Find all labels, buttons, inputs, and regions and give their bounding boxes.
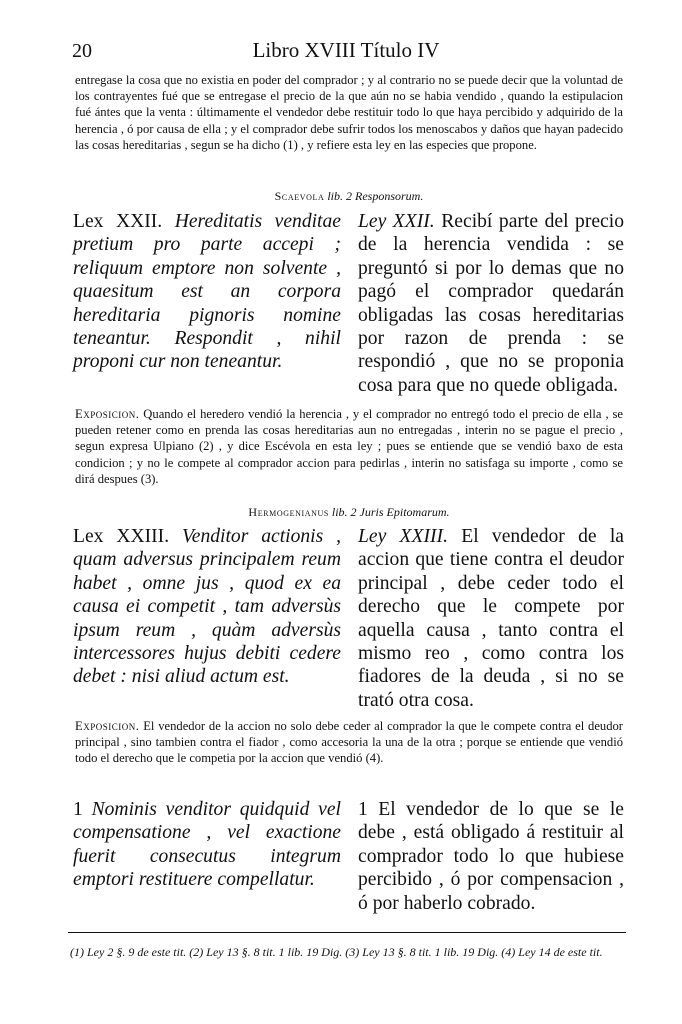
latin-law-text: Venditor actionis , quam adversus principalem reum habet , omne jus , quod ex ea causa ei competit , tam adversùs ipsum reum , quàm adversùs intercessores hujus debiti cedere debet : nisi aliud actum est. — [73, 526, 341, 688]
spanish-text-ley-22 — [358, 210, 624, 397]
source-reference: lib. 2 Responsorum. — [327, 189, 424, 203]
source-reference: lib. 2 Juris Epitomarum. — [331, 505, 450, 519]
source-citation-lex-23 — [75, 505, 623, 520]
page-number: 20 — [72, 40, 92, 62]
paragraph-number: 1 — [358, 799, 368, 820]
exposition-text: Quando el heredero vendió la herencia , y el comprador no entregó todo el precio de ella , se pueden retener como en prenda las cosas hereditarias aun no entregadas , interin no se pague el precio , segun expresa Ulpiano (2) , y dice Escévola en esta ley ; pues se entiende que se vendió baxo de esta condicion ; y no le compete al comprador accion para pedirlas , interin no satisfaga su importe , como se dirá despues (3). — [75, 407, 624, 486]
exposition-lex-22 — [75, 406, 623, 487]
latin-text-lex-23 — [73, 525, 341, 689]
spanish-paragraph-text: El vendedor de lo que se le debe , está obligado á restituir al comprador todo lo que hubiese percibido , ó por compensacion , ó por haberlo cobrado. — [358, 799, 624, 914]
exposition-text: El vendedor de la accion no solo debe ceder al comprador la que le compete contra el deudor principal , sino tambien contra el fiador , como accesoria la una de la otra ; porque se entiende que vendió todo el derecho que le competia por la accion que vendió (4). — [75, 719, 624, 766]
latin-paragraph-text: Nominis venditor quidquid vel compensatione , vel exactione fuerit consecutus integrum emptori restituere compellatur. — [73, 799, 341, 891]
spanish-law-text: Recibí parte del precio de la herencia vendida : se preguntó si por lo demas que no pagó el comprador quedarán obligadas las cosas hereditarias por razon de prenda : se respondió , que no se proponia cosa para que no quede obligada. — [358, 211, 624, 396]
spanish-law-label: Ley XXII. — [358, 211, 435, 232]
spanish-law-label: Ley XXIII. — [358, 526, 448, 547]
page-header — [72, 38, 620, 68]
spanish-text-ley-23 — [358, 525, 624, 712]
footnotes: (1) Ley 2 §. 9 de este tit. (2) Ley 13 §. 8 tit. 1 lib. 19 Dig. (3) Ley 13 §. 8 tit. 1 lib. 19 Dig. (4) Ley 14 de este tit. — [70, 945, 603, 959]
source-author: Scaevola — [274, 189, 325, 203]
running-title: Libro XVIII Título IV — [252, 38, 440, 62]
spanish-paragraph-1 — [358, 798, 624, 915]
paragraph-number: 1 — [73, 799, 83, 820]
spanish-law-text: El vendedor de la accion que tiene contra el deudor principal , debe ceder todo el derecho que le compete por aquella causa , tanto contra el mismo reo , como contra los fiadores de la deuda , si no se trató otra cosa. — [358, 526, 624, 711]
latin-text-lex-22 — [73, 210, 341, 374]
source-author: Hermogenianus — [248, 505, 329, 519]
latin-law-label: Lex XXIII. — [73, 526, 170, 547]
exposition-lex-23 — [75, 718, 623, 767]
exposition-label: Exposicion. — [75, 719, 140, 733]
source-citation-lex-22 — [75, 189, 623, 204]
latin-law-text: Hereditatis venditae pretium pro parte accepi ; reliquum emptore non solvente , quaesitum est an corpora hereditaria pignoris nomine teneantur. Respondit , nihil proponi cur non teneantur. — [73, 211, 341, 373]
exposition-label: Exposicion. — [75, 407, 140, 421]
footnote-divider — [68, 932, 626, 933]
latin-law-label: Lex XXII. — [73, 211, 163, 232]
latin-paragraph-1 — [73, 798, 341, 892]
intro-paragraph: entregase la cosa que no existia en poder del comprador ; y al contrario no se puede decir que la voluntad de los contrayentes fué que se entregase el precio de la que aún no se habia vendido , quando la estipulacion fué ántes que la venta : últimamente el vendedor debe restituir todo lo que haya percibido y adquirido de la herencia , ó por causa de ella ; y el comprador debe sufrir todos los menoscabos y daños que hayan padecido las cosas hereditarias , segun se ha dicho (1) , y refiere esta ley en las especies que propone. — [75, 73, 623, 152]
